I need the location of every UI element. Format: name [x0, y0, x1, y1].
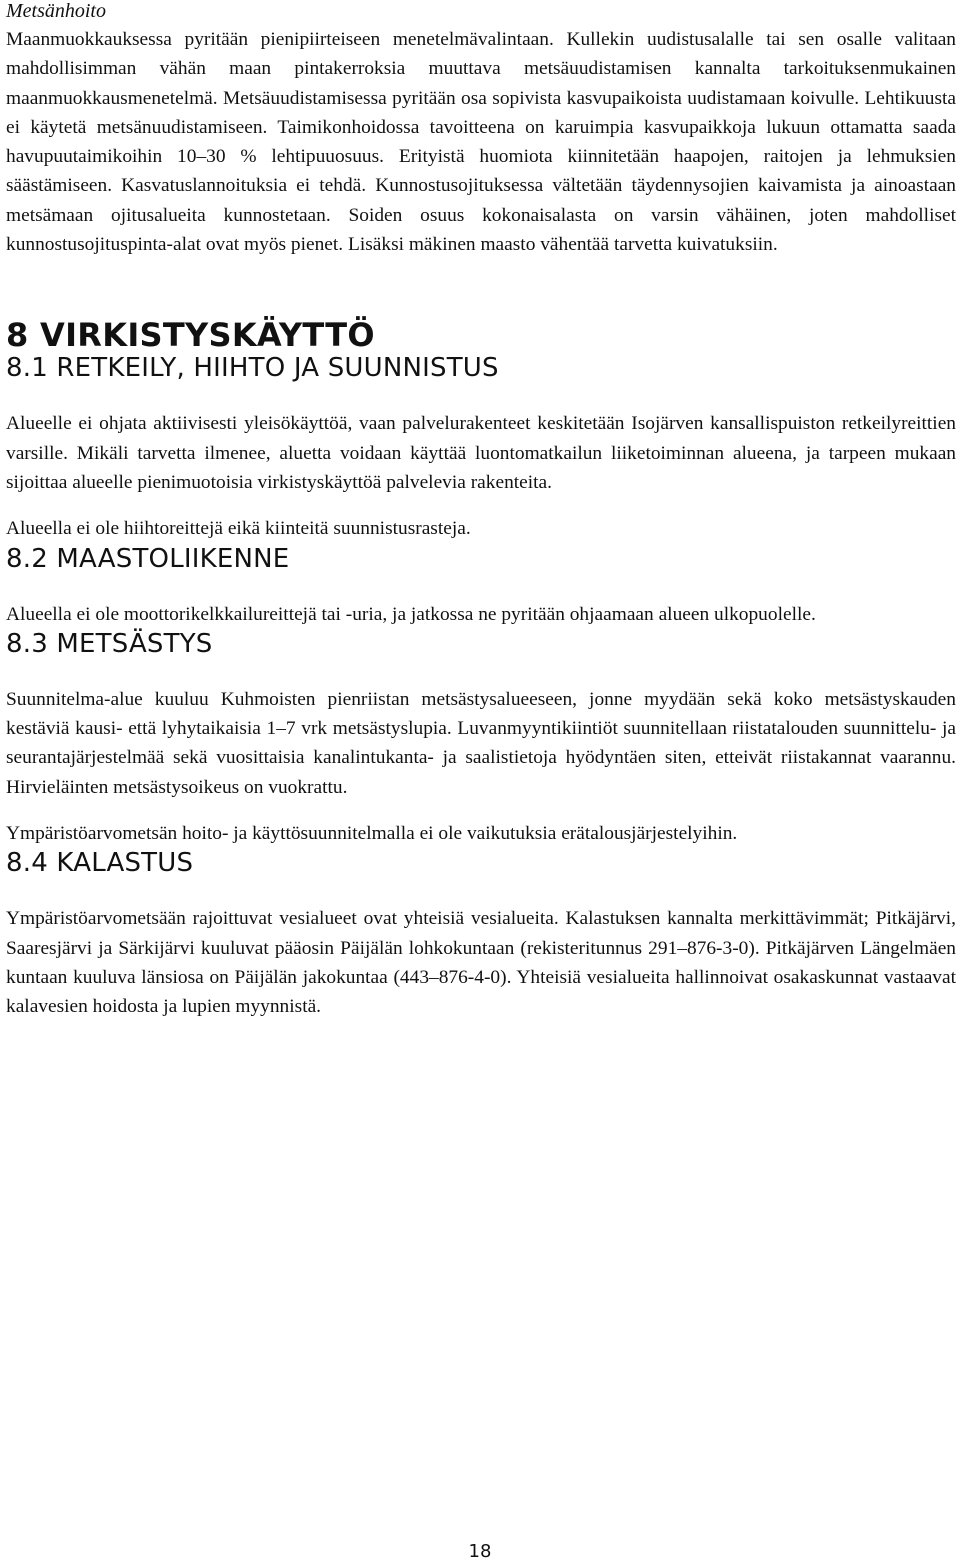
section-paragraph: Alueella ei ole hiihtoreittejä eikä kiinteitä suunnistusrasteja. [6, 518, 471, 540]
section-paragraph: Alueelle ei ohjata aktiivisesti yleisökäyttöä, vaan palvelurakenteet keskitetään Isojärven kansallispuiston retkeilyreittien varsille. Mikäli tarvetta ilmenee, aluetta voidaan käyttää luontomatkailun liiketoiminnan alueena, ja tarpeen mukaan sijoittaa alueelle pienimuotoisia virkistyskäyttöä palvelevia rakenteita. [6, 413, 956, 493]
section-title-metsastys: 8.3 METSÄSTYS [6, 628, 213, 659]
section-paragraph: Ympäristöarvometsän hoito- ja käyttösuunnitelmalla ei ole vaikutuksia erätalousjärjestelyihin. [6, 823, 738, 845]
document-page [6, 0, 956, 1022]
page-number: 18 [468, 1541, 492, 1562]
subheading: Metsänhoito [6, 0, 106, 22]
section-title-kalastus: 8.4 KALASTUS [6, 848, 194, 879]
section-title-maastoliikenne: 8.2 MAASTOLIIKENNE [6, 543, 290, 574]
section-paragraph: Alueella ei ole moottorikelkkailureittejä tai -uria, ja jatkossa ne pyritään ohjaamaan alueen ulkopuolelle. [6, 603, 816, 625]
section-paragraph: Ympäristöarvometsään rajoittuvat vesialueet ovat yhteisiä vesialueita. Kalastuksen kannalta merkittävimmät; Pitkäjärvi, Saaresjärvi ja Särkijärvi kuuluvat pääosin Päijälän lohkokuntaan (rekisteritunnus 291–876-3-0). Pitkäjärven Längelmäen kuntaan kuuluva länsiosa on Päijälän jakokuntaa (443–876-4-0). Yhteisiä vesialueita hallinnoivat osakaskunnat vastaavat kalavesien hoidosta ja lupien myynnistä. [6, 908, 956, 1018]
section-title-retkeily: 8.1 RETKEILY, HIIHTO JA SUUNNISTUS [6, 353, 499, 384]
chapter-title: 8 VIRKISTYSKÄYTTÖ [6, 316, 375, 355]
intro-paragraph: Maanmuokkauksessa pyritään pienipiirteiseen menetelmävalintaan. Kullekin uudistusalalle tai sen osalle valitaan mahdollisimman vähän maan pintakerroksia muuttava metsäuudistamisen kannalta tarkoituksenmukainen maanmuokkausmenetelmä. Metsäuudistamisessa pyritään osa sopivista kasvupaikoista uudistamaan koivulle. Lehtikuusta ei käytetä metsänuudistamiseen. Taimikonhoidossa tavoitteena on karuimpia kasvupaikkoja lukuun ottamatta saada havupuutaimikoihin 10–30 % lehtipuuosuus. Erityistä huomiota kiinnitetään haapojen, raitojen ja lehmuksien säästämiseen. Kasvatuslannoituksia ei tehdä. Kunnostusojituksessa vältetään täydennysojien kaivamista ja ainoastaan metsämaan ojitusalueita kunnostetaan. Soiden osuus kokonaisalasta on varsin vähäinen, joten mahdolliset kunnostusojituspinta-alat ovat myös pienet. Lisäksi mäkinen maasto vähentää tarvetta kuivatuksiin. [6, 29, 956, 256]
section-paragraph: Suunnitelma-alue kuuluu Kuhmoisten pienriistan metsästysalueeseen, jonne myydään sekä koko metsästyskauden kestäviä kausi- että lyhytaikaisia 1–7 vrk metsästyslupia. Luvanmyyntikiintiöt suunnitellaan riistatalouden suunnittelu- ja seurantajärjestelmää sekä vuosittaisia kanalintukanta- ja saalistietoja hyödyntäen siten, etteivät riistakannat vaarannu. Hirvieläinten metsästysoikeus on vuokrattu. [6, 688, 956, 798]
